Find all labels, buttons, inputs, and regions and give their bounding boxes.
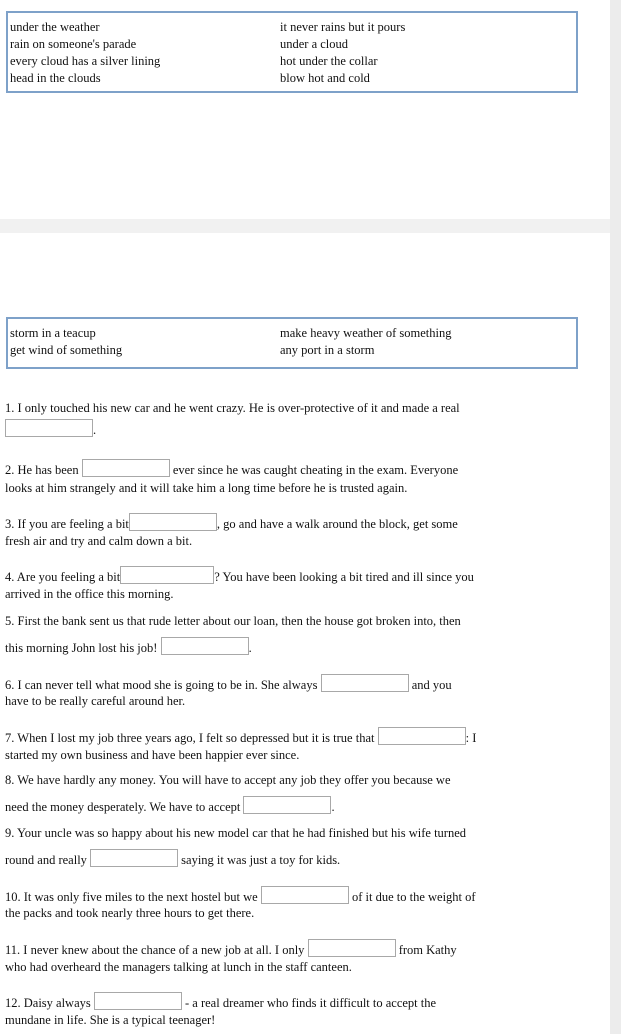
idiom-item: under the weather	[10, 20, 100, 34]
question-12-line-2: mundane in life. She is a typical teenager!	[5, 1013, 216, 1027]
question-9-line-2: round and really saying it was just a toy for kids.	[5, 852, 340, 870]
question-7-line-1: 7. When I lost my job three years ago, I felt so depressed but it is true that : I	[5, 730, 476, 748]
page-separator	[0, 219, 610, 233]
question-6-line-1: 6. I can never tell what mood she is going to be in. She always and you	[5, 677, 452, 695]
answer-input-3[interactable]	[129, 513, 217, 531]
question-1-line-2: .	[5, 422, 96, 440]
answer-input-6[interactable]	[321, 674, 409, 692]
question-5-line-2: this morning John lost his job! .	[5, 640, 252, 658]
question-3-line-2: fresh air and try and calm down a bit.	[5, 534, 193, 548]
question-8-line-1: 8. We have hardly any money. You will have to accept any job they offer you because we	[5, 773, 451, 787]
answer-input-5[interactable]	[161, 637, 249, 655]
question-8-line-2: need the money desperately. We have to accept .	[5, 799, 335, 817]
answer-input-1[interactable]	[5, 419, 93, 437]
idiom-item: any port in a storm	[280, 343, 375, 357]
idiom-column-left	[10, 325, 122, 359]
question-12-line-1: 12. Daisy always - a real dreamer who finds it difficult to accept the	[5, 995, 436, 1013]
idiom-column-right	[280, 325, 451, 359]
page-scroll-gutter	[610, 0, 621, 1034]
idiom-column-left	[10, 19, 160, 87]
idiom-item: storm in a teacup	[10, 326, 96, 340]
question-10-line-1: 10. It was only five miles to the next hostel but we of it due to the weight of	[5, 889, 476, 907]
question-11-line-1: 11. I never knew about the chance of a new job at all. I only from Kathy	[5, 942, 457, 960]
idiom-item: head in the clouds	[10, 71, 101, 85]
idiom-item: rain on someone's parade	[10, 37, 137, 51]
idiom-list-box-2	[6, 317, 578, 369]
question-3-line-1: 3. If you are feeling a bit , go and have a walk around the block, get some	[5, 516, 458, 534]
question-9-line-1: 9. Your uncle was so happy about his new model car that he had finished but his wife turned	[5, 826, 467, 840]
answer-input-4[interactable]	[120, 566, 214, 584]
idiom-column-right	[280, 19, 405, 87]
answer-input-2[interactable]	[82, 459, 170, 477]
idiom-item: get wind of something	[10, 343, 123, 357]
answer-input-11[interactable]	[308, 939, 396, 957]
idiom-item: make heavy weather of something	[280, 326, 452, 340]
idiom-item: hot under the collar	[280, 54, 378, 68]
idiom-item: blow hot and cold	[280, 71, 370, 85]
answer-input-10[interactable]	[261, 886, 349, 904]
question-7-line-2: started my own business and have been happier ever since.	[5, 748, 300, 762]
question-4-line-1: 4. Are you feeling a bit ? You have been looking a bit tired and ill since you	[5, 569, 474, 587]
question-5-line-1: 5. First the bank sent us that rude letter about our loan, then the house got broken into, then	[5, 614, 461, 628]
question-2-line-2: looks at him strangely and it will take him a long time before he is trusted again.	[5, 481, 408, 495]
question-2-line-1: 2. He has been ever since he was caught cheating in the exam. Everyone	[5, 462, 458, 480]
answer-input-7[interactable]	[378, 727, 466, 745]
idiom-item: under a cloud	[280, 37, 349, 51]
idiom-item: every cloud has a silver lining	[10, 54, 161, 68]
answer-input-12[interactable]	[94, 992, 182, 1010]
question-1-line-1: 1. I only touched his new car and he went crazy. He is over-protective of it and made a real	[5, 401, 460, 415]
question-4-line-2: arrived in the office this morning.	[5, 587, 174, 601]
idiom-item: it never rains but it pours	[280, 20, 406, 34]
answer-input-8[interactable]	[243, 796, 331, 814]
idiom-list-box-1	[6, 11, 578, 93]
answer-input-9[interactable]	[90, 849, 178, 867]
question-11-line-2: who had overheard the managers talking at lunch in the staff canteen.	[5, 960, 352, 974]
question-6-line-2: have to be really careful around her.	[5, 694, 186, 708]
question-10-line-2: the packs and took nearly three hours to get there.	[5, 906, 255, 920]
